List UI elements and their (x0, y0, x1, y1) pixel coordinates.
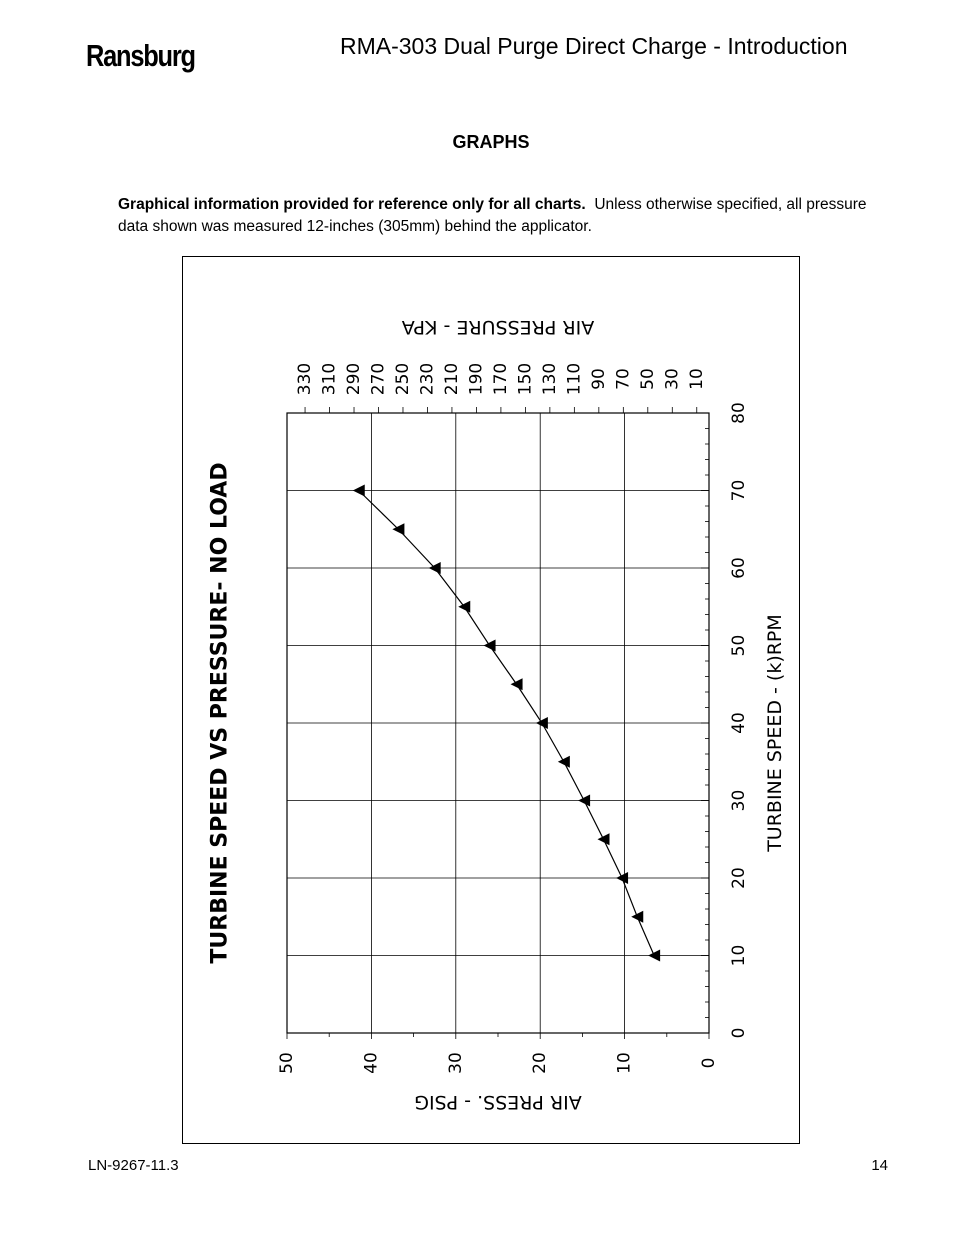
data-point (578, 795, 590, 807)
page-number: 14 (871, 1157, 888, 1174)
psig-tick-label: 40 (361, 1052, 382, 1074)
kpa-tick-label: 30 (662, 368, 683, 390)
turbine-speed-chart (183, 257, 801, 1145)
psig-tick-label: 20 (530, 1052, 551, 1074)
data-point (536, 717, 548, 729)
psig-tick-label: 50 (277, 1052, 297, 1074)
kpa-tick-label: 50 (637, 368, 658, 390)
data-point (631, 911, 643, 923)
document-title: RMA-303 Dual Purge Direct Charge - Introduction (340, 33, 848, 59)
psig-tick-label: 30 (445, 1052, 466, 1074)
chart-title: TURBINE SPEED VS PRESSURE- NO LOAD (207, 462, 233, 964)
y2-axis-title: AIR PRESSURE - KPA (401, 316, 595, 338)
speed-tick-label: 30 (729, 789, 749, 812)
kpa-tick-label: 170 (490, 362, 511, 396)
kpa-tick-label: 90 (588, 368, 609, 390)
psig-tick-label: 10 (614, 1052, 635, 1074)
speed-tick-label: 20 (729, 867, 749, 889)
kpa-tick-label: 70 (613, 368, 634, 390)
document-number: LN-9267-11.3 (88, 1157, 179, 1174)
note-text: Unless otherwise specified, all pressure data shown was measured 12-inches (305mm) behind the applicator. (118, 196, 867, 235)
y-axis-title: AIR PRESS. - PSIG (414, 1091, 582, 1113)
data-point (558, 756, 570, 768)
kpa-tick-label: 150 (515, 362, 536, 396)
kpa-tick-label: 230 (417, 362, 438, 396)
kpa-tick-label: 310 (319, 362, 340, 396)
kpa-tick-label: 110 (564, 362, 585, 396)
x-axis-title: TURBINE SPEED - (k)RPM (764, 614, 786, 852)
kpa-tick-label: 210 (441, 362, 462, 396)
speed-tick-label: 10 (729, 944, 749, 967)
data-point (484, 640, 496, 652)
kpa-tick-label: 10 (686, 368, 707, 390)
data-point (353, 485, 365, 497)
speed-tick-label: 70 (729, 479, 749, 502)
data-point (511, 678, 523, 690)
kpa-tick-label: 270 (368, 362, 389, 396)
data-point (598, 833, 610, 845)
speed-tick-label: 40 (729, 712, 749, 734)
data-point (458, 601, 470, 613)
psig-tick-label: 0 (699, 1057, 719, 1069)
kpa-tick-label: 250 (392, 362, 413, 396)
brand-logo: Ransburg (86, 38, 195, 73)
reference-note (118, 194, 878, 238)
section-title: GRAPHS (452, 132, 530, 152)
speed-tick-label: 60 (729, 557, 749, 579)
speed-tick-label: 80 (729, 402, 749, 424)
note-bold: Graphical information provided for reference only for all charts. (118, 196, 586, 213)
chart-frame (182, 256, 800, 1144)
kpa-tick-label: 330 (295, 362, 316, 396)
kpa-tick-label: 290 (344, 362, 365, 396)
kpa-tick-label: 130 (539, 362, 560, 396)
speed-tick-label: 0 (729, 1027, 749, 1039)
speed-tick-label: 50 (729, 634, 749, 657)
kpa-tick-label: 190 (466, 362, 487, 396)
data-point (616, 872, 628, 884)
data-point (648, 950, 660, 962)
